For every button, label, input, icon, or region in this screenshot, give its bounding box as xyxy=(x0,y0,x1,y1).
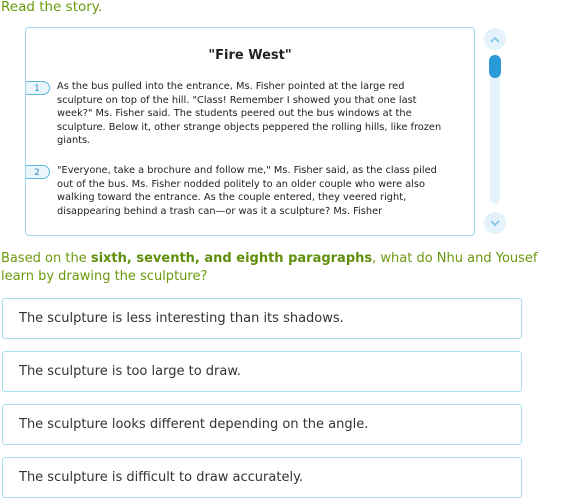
story-title: "Fire West" xyxy=(208,48,292,63)
answer-choice-2[interactable] xyxy=(2,351,522,392)
answer-choice-label: The sculpture is less interesting than its shadows. xyxy=(19,311,344,326)
chevron-up-icon xyxy=(490,32,500,45)
answer-choice-label: The sculpture is too large to draw. xyxy=(19,364,241,379)
answer-choice-3[interactable] xyxy=(2,404,522,445)
scroll-down-button[interactable] xyxy=(484,212,506,234)
answer-choice-label: The sculpture is difficult to draw accurately. xyxy=(19,470,304,485)
paragraph-text: As the bus pulled into the entrance, Ms. Fisher pointed at the large red sculpture on top of the hill. "Class! Remember I showed you that one last week?" Ms. Fisher said. The students peered out the bus windows at the sculpture. Below it, other strange objects peppered the rolling hills, like frozen giants. xyxy=(57,81,442,147)
question-emphasis: sixth, seventh, and eighth paragraphs xyxy=(90,251,373,266)
answer-choice-4[interactable] xyxy=(2,457,522,498)
answer-choice-1[interactable] xyxy=(2,298,522,339)
question-prompt xyxy=(1,250,567,286)
scroll-track[interactable] xyxy=(490,54,500,204)
scroll-thumb[interactable] xyxy=(489,55,501,78)
paragraph-number-badge: 2 xyxy=(25,165,50,179)
paragraph-text: "Everyone, take a brochure and follow me," Ms. Fisher said, as the class piled out of the bus. Ms. Fisher nodded politely to an older couple who were also walking toward the entrance. As the couple entered, they veered right, disappearing behind a trash can—or was it a sculpture? Ms. Fisher xyxy=(57,165,437,217)
instruction-text: Read the story. xyxy=(1,0,103,15)
chevron-down-icon xyxy=(490,216,500,229)
answer-choice-label: The sculpture looks different depending on the angle. xyxy=(19,417,369,432)
story-scrollbar[interactable] xyxy=(483,28,507,236)
question-prefix: Based on the xyxy=(1,251,91,266)
paragraph-number-badge: 1 xyxy=(25,81,50,95)
question-suffix: , what do Nhu and Yousef learn by drawing the sculpture? xyxy=(1,251,538,284)
story-passage-box[interactable] xyxy=(25,27,475,236)
scroll-up-button[interactable] xyxy=(484,28,506,50)
